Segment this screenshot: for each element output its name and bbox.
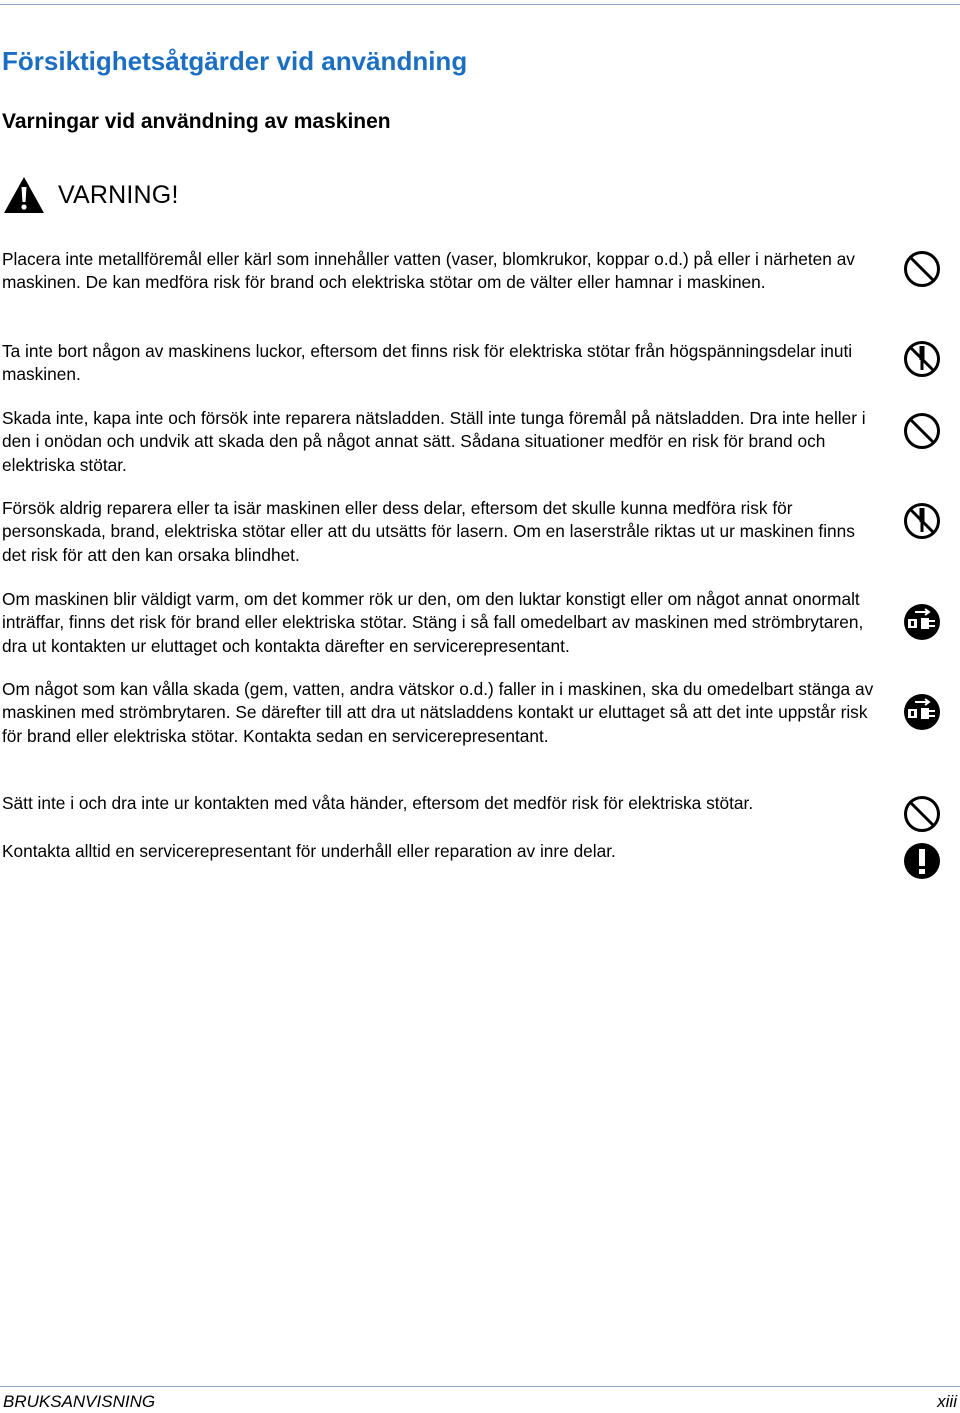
prohibition-icon <box>903 795 941 833</box>
warning-paragraph: Kontakta alltid en servicerepresentant för underhåll eller reparation av inre delar. <box>2 841 616 861</box>
page-title: Försiktighetsåtgärder vid användning <box>2 46 468 76</box>
warning-label: VARNING! <box>58 180 179 209</box>
unplug-icon <box>903 693 941 731</box>
warning-paragraph: Placera inte metallföremål eller kärl som innehåller vatten (vaser, blomkrukor, koppar o.d.) på eller i närheten av maskinen. De kan medföra risk för brand och elektriska stötar om de välter eller hamnar i maskinen. <box>2 249 855 293</box>
section-title: Varningar vid användning av maskinen <box>2 110 391 133</box>
footer-manual-name: BRUKSANVISNING <box>3 1392 156 1411</box>
warning-paragraph: Sätt inte i och dra inte ur kontakten med våta händer, eftersom det medför risk för elektriska stötar. <box>2 793 754 813</box>
warning-paragraph: Om maskinen blir väldigt varm, om det kommer rök ur den, om den luktar konstigt eller om något annat onormalt inträffar, finns det risk för brand eller elektriska stötar. Stäng i så fall omedelbart av maskinen med strömbrytaren, dra ut kontakten ur eluttaget och kontakta därefter en servicerepresentant. <box>2 589 864 656</box>
page-number: xiii <box>937 1392 957 1411</box>
prohibition-icon <box>903 250 941 288</box>
warning-paragraph: Ta inte bort någon av maskinens luckor, eftersom det finns risk för elektriska stötar från högspänningsdelar inuti maskinen. <box>2 341 853 385</box>
do-not-disassemble-icon <box>903 502 941 540</box>
warning-triangle-icon <box>2 175 46 215</box>
do-not-disassemble-icon <box>903 340 941 378</box>
footer-rule <box>0 1386 960 1387</box>
warning-paragraph: Om något som kan vålla skada (gem, vatten, andra vätskor o.d.) faller in i maskinen, ska du omedelbart stänga av maskinen med strömbrytaren. Se därefter till att dra ut nätsladdens kontakt ur eluttaget så att det inte uppstår risk för brand eller elektriska stötar. Kontakta sedan en servicerepresentant. <box>2 679 874 746</box>
warning-paragraph: Skada inte, kapa inte och försök inte reparera nätsladden. Ställ inte tunga föremål på nätsladden. Dra inte heller i den i onödan och undvik att skada den på något annat sätt. Sådana situationer medför en risk för brand och elektriska stötar. <box>2 408 866 475</box>
warning-heading <box>2 172 179 218</box>
top-rule <box>0 4 960 5</box>
warning-paragraph: Försök aldrig reparera eller ta isär maskinen eller dess delar, eftersom det skulle kunna medföra risk för personskada, brand, elektriska stötar eller att du utsätts för lasern. Om en laserstråle riktas ut ur maskinen finns det risk för att den kan orsaka blindhet. <box>2 498 855 565</box>
mandatory-action-icon <box>903 842 941 880</box>
prohibition-icon <box>903 412 941 450</box>
unplug-icon <box>903 603 941 641</box>
